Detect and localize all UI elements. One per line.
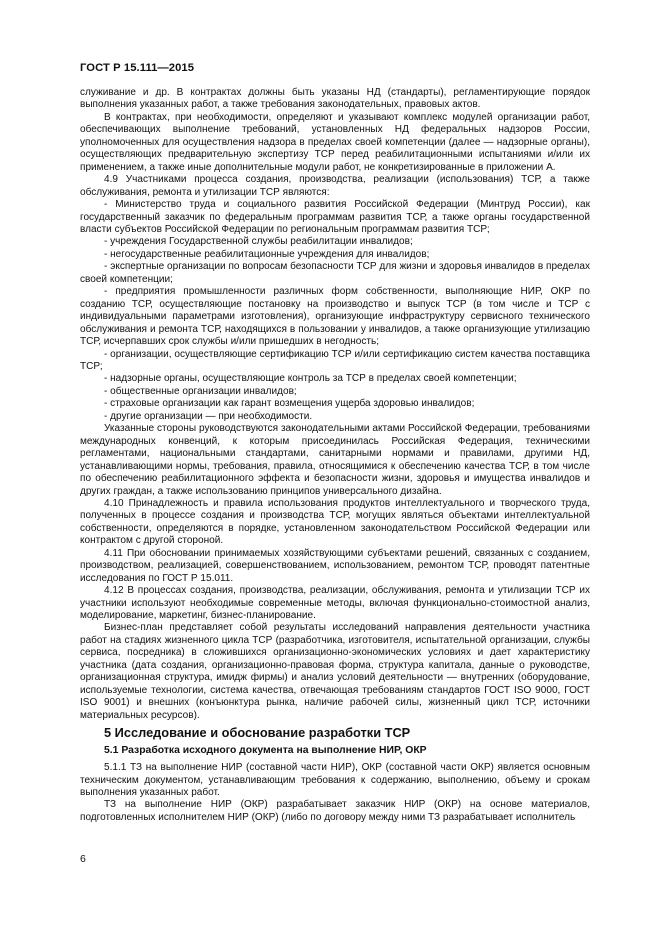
clause-4-11: 4.11 При обосновании принимаемых хозяйствующими субъектами решений, связанных с созданием, производством, реализацией, совершенствованием, использованием, ремонтом ТСР, проводят патентные исследования по ГОСТ Р 15.011. <box>80 547 590 584</box>
paragraph: Бизнес-план представляет собой результаты исследований направления деятельности участника работ на стадиях жизненного цикла ТСР (разработчика, изготовителя, испытательной организации, службы сервиса, посредника) в сложившихся организационно-экономических условиях и дает характеристику участника (дата создания, организационно-правовая форма, структура капитала, данные о руководстве, организационная структура, имидж фирмы) и анализ условий деятельности — внутренних (оборудование, используемые технологии, система качества, отвечающая требованиям стандартов ГОСТ ISO 9000, ГОСТ ISO 9001) и внешних (конъюнктура рынка, наличие рабочей силы, жизненный цикл ТСР, источники материальных ресурсов). <box>80 622 590 721</box>
clause-4-12: 4.12 В процессах создания, производства, реализации, обслуживания, ремонта и утилизации ТСР их участники используют необходимые современные методы, включая функционально-стоимостной анализ, моделирование, маркетинг, бизнес-планирование. <box>80 585 590 622</box>
list-item: - общественные организации инвалидов; <box>104 385 297 397</box>
clause-5-1-1: 5.1.1 ТЗ на выполнение НИР (составной части НИР), ОКР (составной части ОКР) является основным техническим документом, устанавливающим требования к содержанию, выполнению, объему и срокам выполнения указанных работ. <box>80 762 590 799</box>
document-body <box>80 87 590 824</box>
list-item: - надзорные органы, осуществляющие контроль за ТСР в пределах своей компетенции; <box>104 373 517 385</box>
section-heading: 5 Исследование и обоснование разработки ТСР <box>104 725 411 741</box>
list-item: - страховые организации как гарант возмещения ущерба здоровью инвалидов; <box>104 398 475 410</box>
clause-4-9: 4.9 Участниками процесса создания, производства, реализации (использования) ТСР, а также обслуживания, ремонта и утилизации ТСР являются: <box>80 174 590 198</box>
list-item: - предприятия промышленности различных форм собственности, выполняющие НИР, ОКР по созданию ТСР, осуществляющие постановку на производство и выпуск ТСР (в том числе и ТСР с индивидуальными параметрами изготовления), организующие инфраструктуру сервисного технического обслуживания и ремонта ТСР, находящихся в пользовании у инвалидов, а также организующие утилизацию ТСР, исчерпавших срок службы и/или пришедших в негодность; <box>80 286 590 348</box>
paragraph: Указанные стороны руководствуются законодательными актами Российской Федерации, требованиями международных конвенций, к которым присоединилась Российская Федерация, техническими регламентами, национальными стандартами, санитарными нормами и правилами, другими НД, устанавливающими нормы, требования, правила, относящимися к обеспечению качества ТСР, в том числе по обеспечению реабилитационного эффекта и безопасности жизни, здоровья и имущества инвалидов и других граждан, а также использованию принципов универсального дизайна. <box>80 423 590 497</box>
list-item: - экспертные организации по вопросам безопасности ТСР для жизни и здоровья инвалидов в пределах своей компетенции; <box>80 261 590 285</box>
list-item: - организации, осуществляющие сертификацию ТСР и/или сертификацию систем качества поставщика ТСР; <box>80 348 590 372</box>
list-item: - негосударственные реабилитационные учреждения для инвалидов; <box>104 248 430 260</box>
clause-4-10: 4.10 Принадлежность и правила использования продуктов интеллектуального и творческого труда, полученных в процессе создания и производства ТСР, могущих являться объектами интеллектуальной собственности, определяются в порядке, установленном законодательством Российской Федерации или контрактом с другой стороной. <box>80 497 590 547</box>
subsection-heading: 5.1 Разработка исходного документа на выполнение НИР, ОКР <box>104 745 427 757</box>
list-item: - учреждения Государственной службы реабилитации инвалидов; <box>104 236 413 248</box>
list-item: - другие организации — при необходимости. <box>104 410 313 422</box>
paragraph: В контрактах, при необходимости, определяют и указывают комплекс модулей организации работ, обеспечивающих выполнение требований, установленных НД федеральных надзоров России, уполномоченных для осуществления надзора в пределах своей компетенции (далее — надзорные органы), осуществляющих предварительную экспертизу ТСР перед реабилитационными испытаниями и/или их применением, а также иные дополнительные модули работ, не конкретизированные в приложении А. <box>80 111 590 173</box>
list-item: - Министерство труда и социального развития Российской Федерации (Минтруд России), как государственный заказчик по федеральным программам развития ТСР, а также органы государственной власти субъектов Российской Федерации по региональным программам развития ТСР; <box>80 199 590 235</box>
paragraph: ТЗ на выполнение НИР (ОКР) разрабатывает заказчик НИР (ОКР) на основе материалов, подготовленных исполнителем НИР (ОКР) (либо по договору между ними ТЗ разрабатывает исполнитель <box>80 799 590 823</box>
document-header: ГОСТ Р 15.111—2015 <box>80 62 195 74</box>
page-number: 6 <box>80 853 86 865</box>
paragraph: служивание и др. В контрактах должны быть указаны НД (стандарты), регламентирующие порядок выполнения указанных работ, а также требования законодательных, правовых актов. <box>80 87 590 111</box>
